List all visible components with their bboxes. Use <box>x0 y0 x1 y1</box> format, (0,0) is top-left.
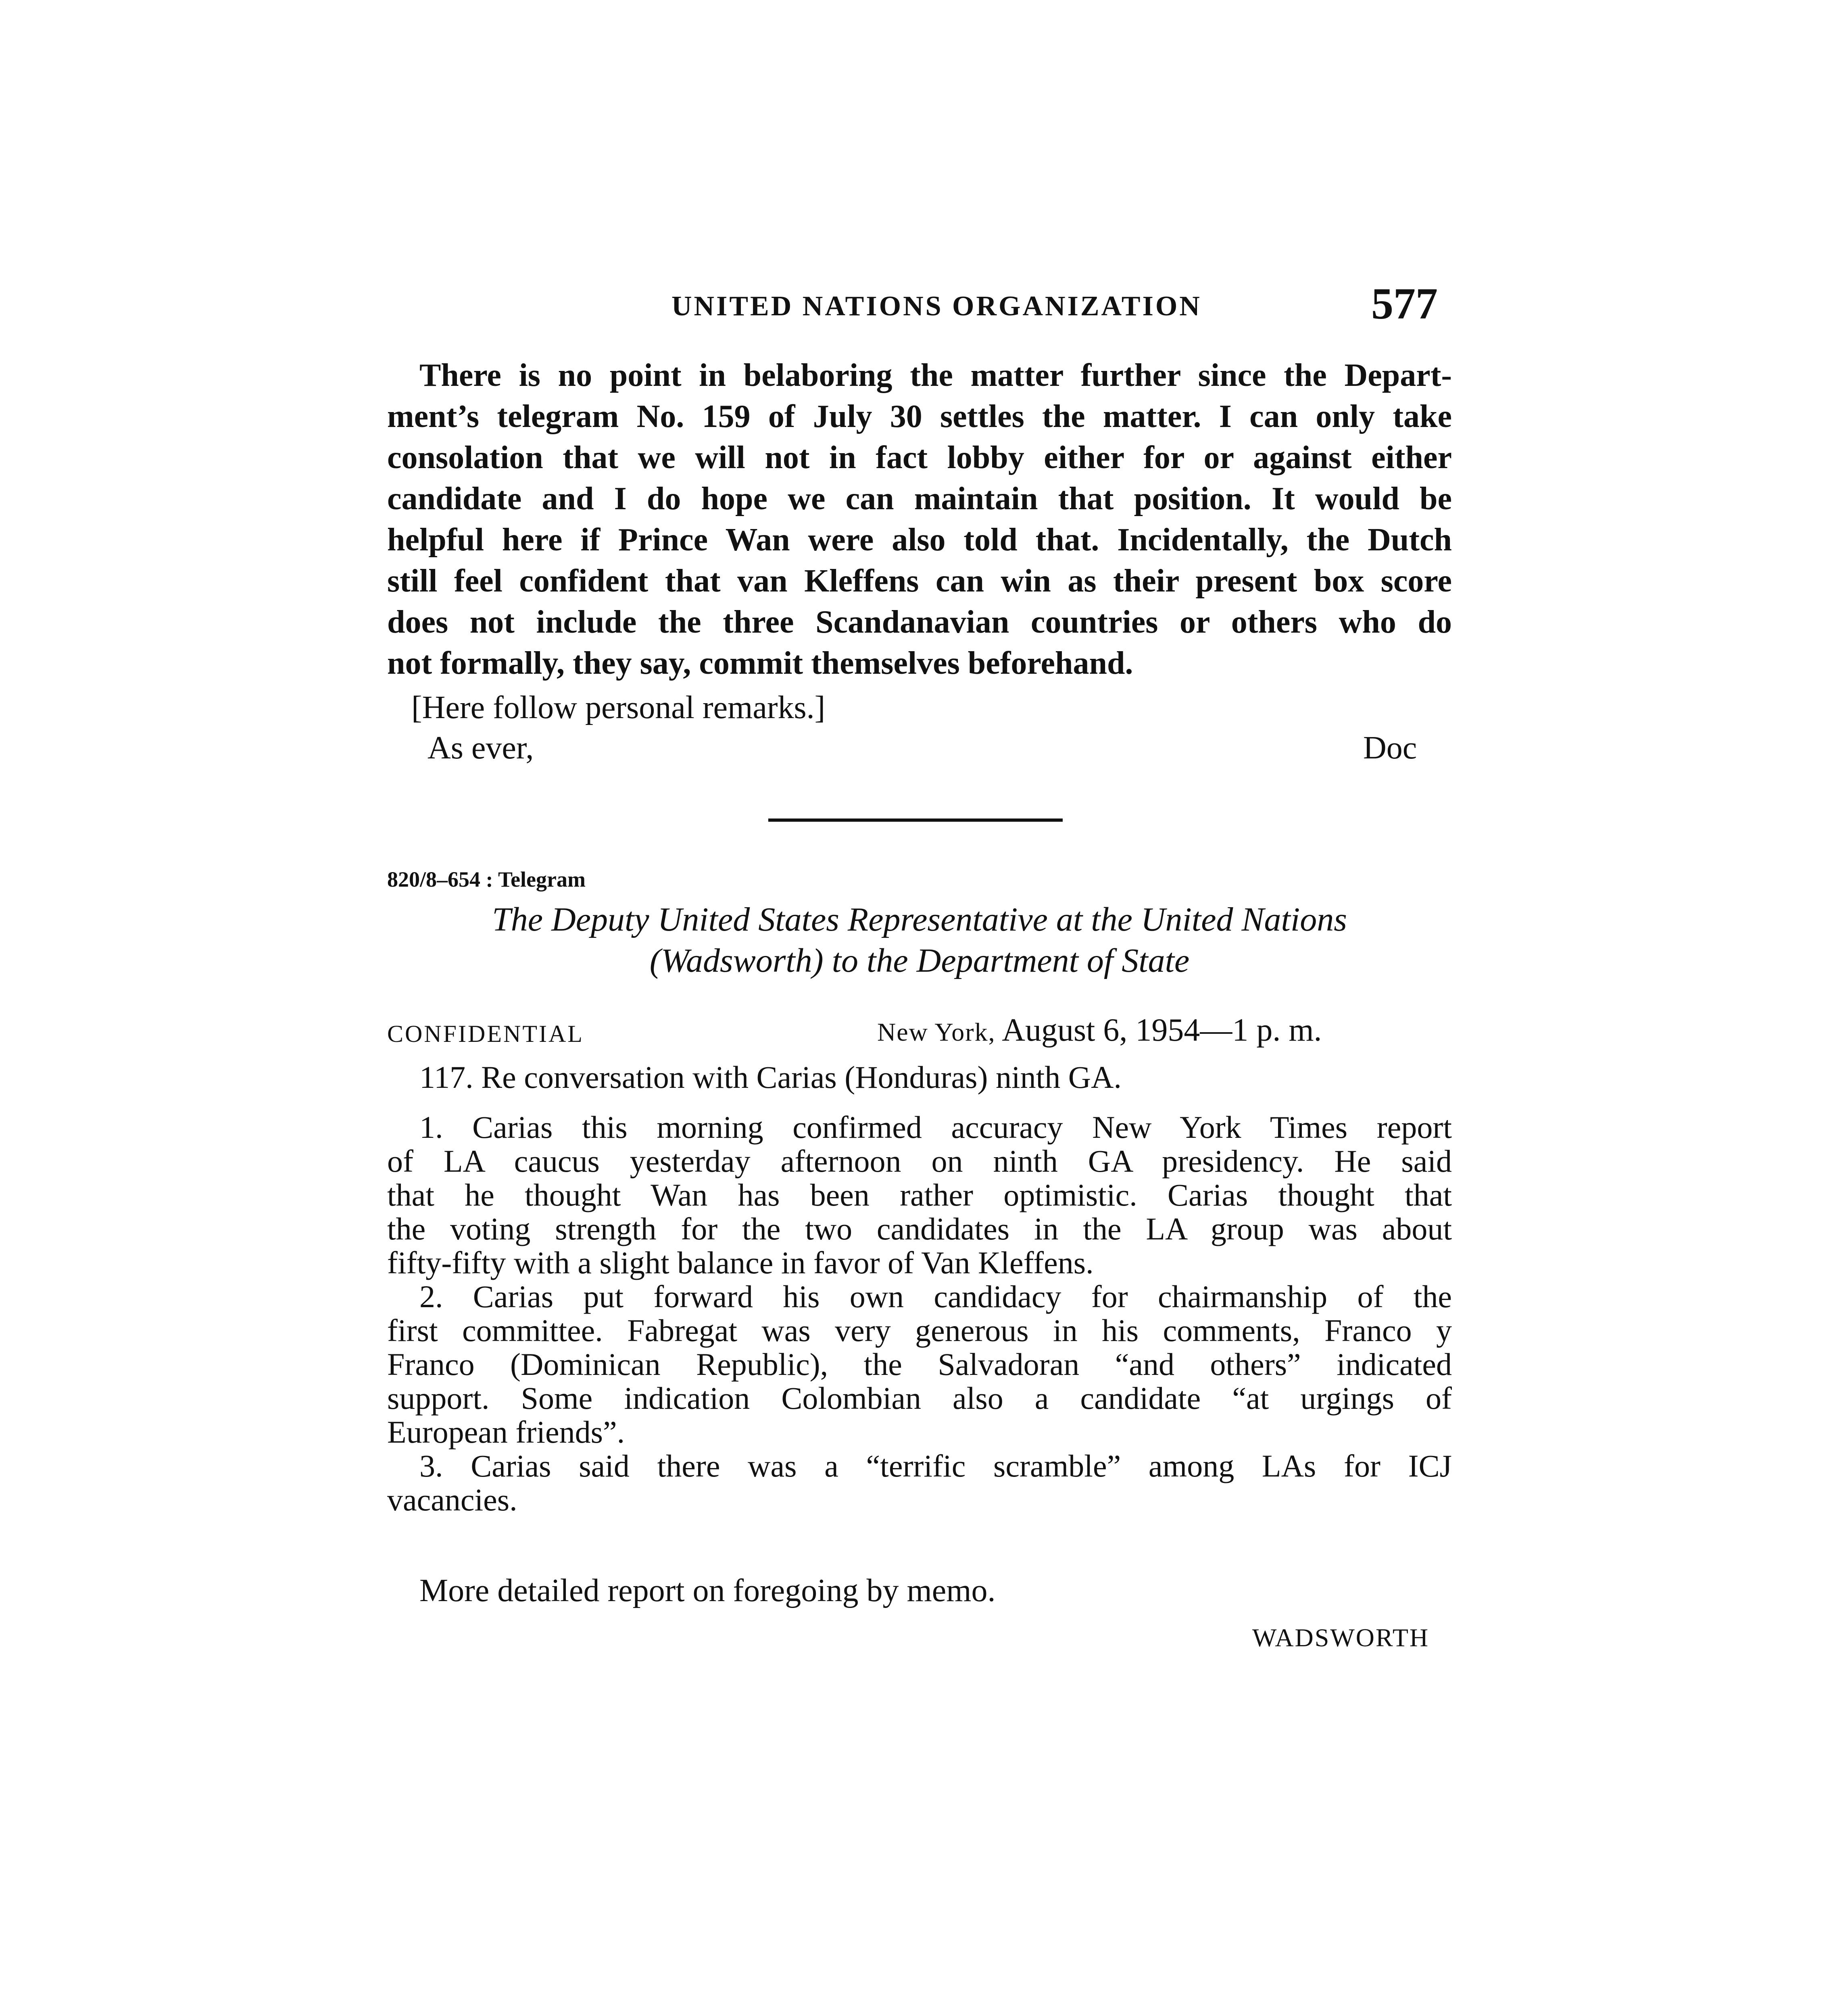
paragraph-3-line: vacancies. <box>387 1482 517 1517</box>
paragraph-1-line: of LA caucus yesterday afternoon on ninth GA presidency. He said <box>387 1143 1452 1179</box>
letter-closing: As ever, <box>427 730 534 766</box>
dateline <box>877 1012 1322 1049</box>
telegram-opening: 117. Re conversation with Carias (Honduras) ninth GA. <box>419 1060 1122 1095</box>
heading-line: (Wadsworth) to the Department of State <box>649 942 1190 979</box>
letter-signature: Doc <box>1363 730 1417 766</box>
classification-label: CONFIDENTIAL <box>387 1020 584 1047</box>
dateline-date: August 6, 1954—1 p. m. <box>1002 1012 1322 1048</box>
letter-line: helpful here if Prince Wan were also told that. Incidentally, the Dutch <box>387 522 1452 558</box>
letter-line: does not include the three Scandanavian countries or others who do <box>387 604 1452 640</box>
running-head: UNITED NATIONS ORGANIZATION <box>671 291 1202 322</box>
paragraph-1-line: that he thought Wan has been rather optimistic. Carias thought that <box>387 1177 1452 1212</box>
paragraph-2-line: Franco (Dominican Republic), the Salvadoran “and others” indicated <box>387 1347 1452 1382</box>
file-reference: 820/8–654 : Telegram <box>387 867 586 891</box>
heading-line: The Deputy United States Representative at the United Nations <box>492 901 1347 938</box>
editorial-note: [Here follow personal remarks.] <box>411 690 826 725</box>
letter-line: ment’s telegram No. 159 of July 30 settles the matter. I can only take <box>387 399 1452 434</box>
letter-body <box>387 355 1452 684</box>
closing-note: More detailed report on foregoing by memo. <box>419 1573 996 1608</box>
letter-line: not formally, they say, commit themselves beforehand. <box>387 646 1133 681</box>
letter-line: There is no point in belaboring the matter further since the Depart- <box>419 358 1452 393</box>
letter-line: candidate and I do hope we can maintain that position. It would be <box>387 481 1452 516</box>
paragraph-1-line: fifty-fifty with a slight balance in favor of Van Kleffens. <box>387 1245 1094 1280</box>
telegram-signature: WADSWORTH <box>1252 1623 1430 1652</box>
dateline-city: New York, <box>877 1018 996 1046</box>
paragraph-2-line: first committee. Fabregat was very generous in his comments, Franco y <box>387 1313 1452 1348</box>
paragraph-3-line: 3. Carias said there was a “terrific scramble” among LAs for ICJ <box>419 1448 1452 1483</box>
paragraph-2-line: European friends”. <box>387 1414 625 1450</box>
section-divider <box>768 818 1063 822</box>
telegram-body <box>387 1060 1452 1517</box>
paragraph-2-line: support. Some indication Colombian also a candidate “at urgings of <box>387 1381 1452 1416</box>
document-heading <box>387 899 1452 981</box>
paragraph-2-line: 2. Carias put forward his own candidacy for chairmanship of the <box>419 1279 1452 1314</box>
page-number: 577 <box>1371 279 1438 328</box>
paragraph-1-line: 1. Carias this morning confirmed accuracy New York Times report <box>419 1110 1452 1145</box>
letter-line: consolation that we will not in fact lobby either for or against either <box>387 440 1452 475</box>
letter-line: still feel confident that van Kleffens can win as their present box score <box>387 563 1452 599</box>
paragraph-1-line: the voting strength for the two candidates in the LA group was about <box>387 1211 1452 1246</box>
